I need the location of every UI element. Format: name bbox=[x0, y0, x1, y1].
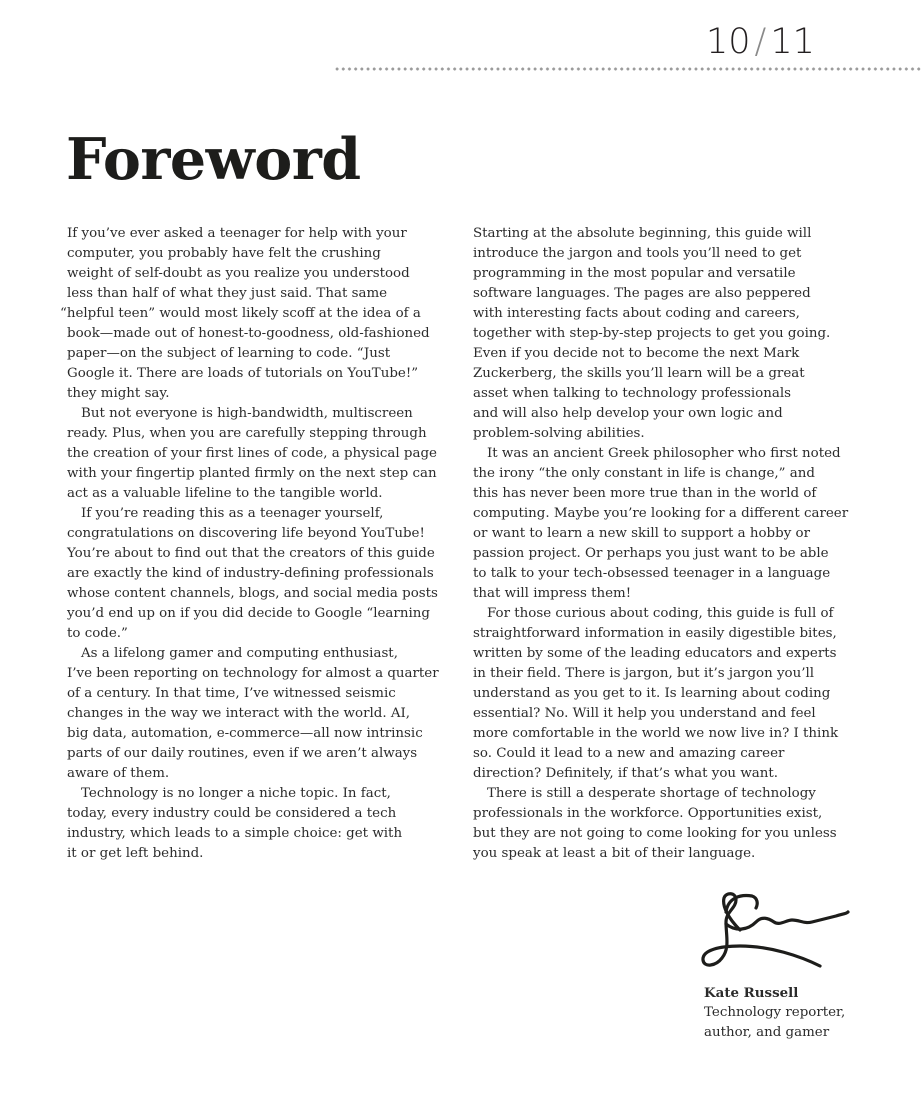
text-line: “helpful teen” would most likely scoff at the idea of a bbox=[60, 306, 421, 321]
text-line: paper—on the subject of learning to code. “Just bbox=[67, 346, 391, 361]
page-separator: / bbox=[754, 22, 767, 62]
text-line: aware of them. bbox=[67, 766, 170, 781]
text-line: Zuckerberg, the skills you’ll learn will be a great bbox=[473, 366, 805, 381]
text-line: asset when talking to technology professionals bbox=[473, 386, 791, 401]
text-line: passion project. Or perhaps you just want to be able bbox=[473, 546, 829, 561]
text-line: As a lifelong gamer and computing enthusiast, bbox=[81, 646, 398, 661]
text-line: For those curious about coding, this guide is full of bbox=[487, 606, 834, 621]
text-line: more comfortable in the world we now live in? I think bbox=[473, 726, 839, 741]
author-role-line-2: author, and gamer bbox=[704, 1025, 830, 1040]
text-line: software languages. The pages are also peppered bbox=[473, 286, 811, 301]
text-line: act as a valuable lifeline to the tangible world. bbox=[67, 486, 383, 501]
text-line: but they are not going to come looking for you unless bbox=[473, 826, 837, 841]
text-line: whose content channels, blogs, and social media posts bbox=[67, 586, 438, 601]
text-line: book—made out of honest-to-goodness, old-fashioned bbox=[67, 326, 430, 341]
signature-icon bbox=[700, 888, 860, 978]
dotted-divider bbox=[334, 67, 921, 71]
text-line: are exactly the kind of industry-defining professionals bbox=[67, 566, 434, 581]
text-line: together with step-by-step projects to get you going. bbox=[473, 326, 831, 341]
text-line: I’ve been reporting on technology for almost a quarter bbox=[67, 666, 439, 681]
text-line: the creation of your first lines of code, a physical page bbox=[67, 446, 437, 461]
page-current: 10 bbox=[706, 22, 751, 62]
text-line: you speak at least a bit of their language. bbox=[473, 846, 756, 861]
text-line: Starting at the absolute beginning, this guide will bbox=[473, 226, 812, 241]
text-line: Even if you decide not to become the next Mark bbox=[473, 346, 800, 361]
left-text-column bbox=[60, 224, 462, 864]
text-line: or want to learn a new skill to support a hobby or bbox=[473, 526, 810, 541]
text-line: to code.” bbox=[67, 626, 128, 641]
text-line: today, every industry could be considered a tech bbox=[67, 806, 397, 821]
text-line: that will impress them! bbox=[473, 586, 632, 601]
text-line: industry, which leads to a simple choice: get with bbox=[67, 826, 403, 841]
page-total: 11 bbox=[770, 22, 815, 62]
text-line: introduce the jargon and tools you’ll need to get bbox=[473, 246, 802, 261]
text-line: written by some of the leading educators and experts bbox=[473, 646, 837, 661]
author-role-line-1: Technology reporter, bbox=[704, 1005, 846, 1020]
text-line: If you’re reading this as a teenager yourself, bbox=[81, 506, 384, 521]
text-line: they might say. bbox=[67, 386, 170, 401]
text-line: of a century. In that time, I’ve witnessed seismic bbox=[67, 686, 396, 701]
text-line: with interesting facts about coding and careers, bbox=[473, 306, 800, 321]
text-line: professionals in the workforce. Opportunities exist, bbox=[473, 806, 823, 821]
text-line: it or get left behind. bbox=[67, 846, 204, 861]
page-title: Foreword bbox=[66, 126, 361, 193]
text-line: big data, automation, e-commerce—all now intrinsic bbox=[67, 726, 423, 741]
text-line: in their field. There is jargon, but it’s jargon you’ll bbox=[473, 666, 815, 681]
text-line: and will also help develop your own logic and bbox=[473, 406, 783, 421]
text-line: If you’ve ever asked a teenager for help with your bbox=[67, 226, 407, 241]
text-line: weight of self-doubt as you realize you understood bbox=[67, 266, 410, 281]
text-line: with your fingertip planted firmly on the next step can bbox=[67, 466, 437, 481]
text-line: parts of our daily routines, even if we aren’t always bbox=[67, 746, 418, 761]
text-line: Technology is no longer a niche topic. In fact, bbox=[81, 786, 391, 801]
page-number bbox=[706, 20, 815, 64]
text-line: It was an ancient Greek philosopher who first noted bbox=[487, 446, 841, 461]
text-line: this has never been more true than in the world of bbox=[473, 486, 817, 501]
text-line: ready. Plus, when you are carefully stepping through bbox=[67, 426, 427, 441]
text-line: direction? Definitely, if that’s what you want. bbox=[473, 766, 779, 781]
text-line: programming in the most popular and versatile bbox=[473, 266, 796, 281]
text-line: computer, you probably have felt the crushing bbox=[67, 246, 381, 261]
text-line: so. Could it lead to a new and amazing career bbox=[473, 746, 785, 761]
text-line: straightforward information in easily digestible bites, bbox=[473, 626, 837, 641]
text-line: changes in the way we interact with the world. AI, bbox=[67, 706, 411, 721]
text-line: you’d end up on if you did decide to Google “learning bbox=[67, 606, 430, 621]
author-name: Kate Russell bbox=[704, 985, 799, 1001]
text-line: But not everyone is high-bandwidth, multiscreen bbox=[81, 406, 413, 421]
text-line: congratulations on discovering life beyond YouTube! bbox=[67, 526, 425, 541]
text-line: essential? No. Will it help you understand and feel bbox=[473, 706, 816, 721]
right-text-column bbox=[473, 224, 873, 864]
text-line: the irony “the only constant in life is change,” and bbox=[473, 466, 815, 481]
text-line: problem-solving abilities. bbox=[473, 426, 645, 441]
text-line: Google it. There are loads of tutorials on YouTube!” bbox=[67, 366, 419, 381]
author-block bbox=[704, 983, 845, 1043]
text-line: There is still a desperate shortage of technology bbox=[487, 786, 816, 801]
text-line: computing. Maybe you’re looking for a different career bbox=[473, 506, 849, 521]
text-line: to talk to your tech-obsessed teenager in a language bbox=[473, 566, 831, 581]
text-line: understand as you get to it. Is learning about coding bbox=[473, 686, 831, 701]
text-line: less than half of what they just said. That same bbox=[67, 286, 388, 301]
text-line: You’re about to find out that the creators of this guide bbox=[67, 546, 435, 561]
